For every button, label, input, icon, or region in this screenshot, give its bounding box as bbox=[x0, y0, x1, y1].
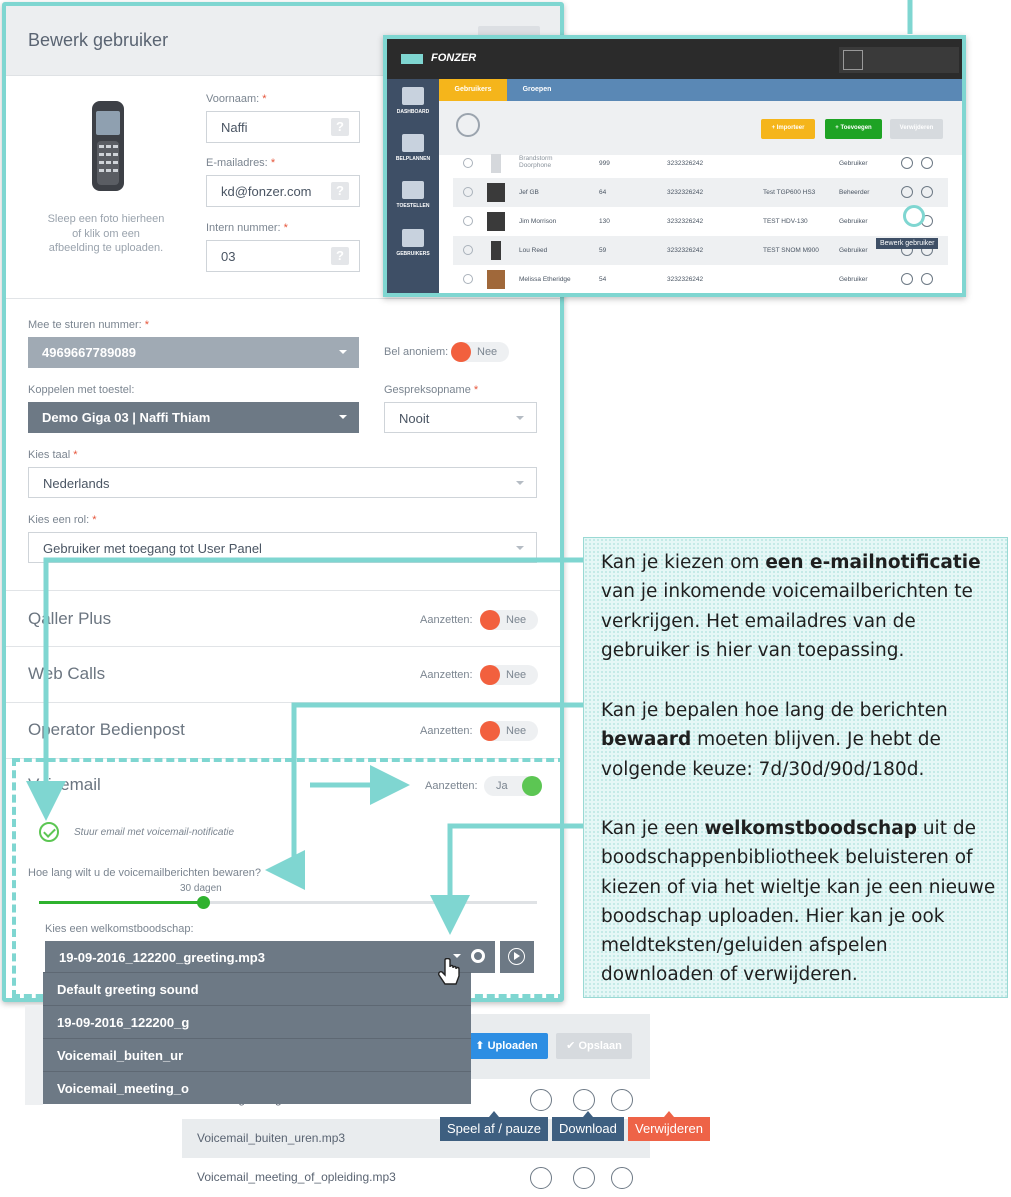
taal-select[interactable] bbox=[28, 467, 537, 498]
voornaam-input[interactable] bbox=[206, 111, 360, 143]
required-mark: * bbox=[473, 384, 479, 396]
greeting-name: Voicemail_buiten_uren.mp3 bbox=[197, 1131, 346, 1145]
help-icon[interactable]: ? bbox=[331, 182, 349, 200]
slider-fill bbox=[39, 901, 203, 904]
network-icon bbox=[402, 181, 424, 199]
upload-label: Uploaden bbox=[487, 1040, 538, 1052]
gear-icon bbox=[471, 949, 485, 963]
required-mark: * bbox=[283, 222, 288, 234]
table-row[interactable] bbox=[453, 207, 948, 236]
phone-device-icon[interactable] bbox=[86, 101, 130, 191]
email-value: kd@fonzer.com bbox=[221, 184, 312, 199]
settings-icon[interactable] bbox=[901, 186, 913, 198]
row-role: Gebruiker bbox=[839, 276, 868, 283]
list-item[interactable] bbox=[182, 1158, 650, 1197]
toggle-value: Nee bbox=[506, 614, 527, 626]
aanzetten-label: Aanzetten: bbox=[420, 725, 473, 737]
download-icon[interactable] bbox=[573, 1167, 595, 1189]
row-number: 3232326242 bbox=[667, 218, 704, 225]
help-icon[interactable]: ? bbox=[331, 247, 349, 265]
taal-value: Nederlands bbox=[43, 476, 110, 491]
row-radio[interactable] bbox=[463, 245, 473, 255]
section-title-web-calls: Web Calls bbox=[28, 664, 106, 683]
tab-groepen[interactable]: Groepen bbox=[522, 86, 552, 93]
rol-label-text: Kies een rol: bbox=[28, 514, 90, 526]
settings-icon[interactable] bbox=[901, 157, 913, 169]
device-thumbnail bbox=[487, 183, 505, 202]
delete-button[interactable]: Verwijderen bbox=[890, 119, 943, 139]
info-text: Kan je een bbox=[601, 818, 705, 839]
close-icon[interactable] bbox=[611, 1089, 633, 1111]
bel-anoniem-toggle[interactable] bbox=[451, 342, 509, 362]
info-callout bbox=[583, 537, 1008, 998]
row-role: Beheerder bbox=[839, 189, 870, 196]
mee-sturen-select[interactable] bbox=[28, 337, 359, 368]
row-role: Gebruiker bbox=[839, 160, 868, 167]
row-device: TEST SNOM M900 bbox=[763, 247, 819, 254]
upload-button[interactable] bbox=[465, 1033, 548, 1059]
info-text: uit de boodschappenbibliotheek beluisteren of kiezen of via het wieltje kan je een nieuwe boodschap uploaden. Hier kan je ook meldteksten/geluiden afspelen downloaden of verwijderen. bbox=[601, 818, 996, 986]
info-paragraph-retention bbox=[601, 696, 996, 784]
divider bbox=[6, 758, 560, 759]
fonzer-tabs bbox=[439, 79, 966, 101]
taal-label-text: Kies taal bbox=[28, 449, 71, 461]
intern-number-label bbox=[206, 222, 288, 234]
taal-label bbox=[28, 449, 78, 461]
email-label-text: E-mailadres: bbox=[206, 157, 268, 169]
aanzetten-label: Aanzetten: bbox=[425, 780, 478, 792]
row-number: 3232326242 bbox=[667, 160, 704, 167]
web-calls-toggle[interactable] bbox=[480, 665, 538, 685]
row-device: Test TGP600 HS3 bbox=[763, 189, 816, 196]
photo-upload-hint[interactable]: Sleep een foto hierheen of klik om een afbeelding te uploaden. bbox=[47, 213, 165, 254]
table-row[interactable] bbox=[453, 149, 948, 178]
row-name: Lou Reed bbox=[519, 247, 548, 254]
required-mark: * bbox=[270, 157, 276, 169]
row-ext: 64 bbox=[599, 189, 607, 196]
settings-button[interactable] bbox=[461, 941, 495, 973]
info-text: Kan je bepalen hoe lang de berichten bbox=[601, 700, 948, 721]
row-radio[interactable] bbox=[463, 187, 473, 197]
row-role: Gebruiker bbox=[839, 218, 868, 225]
bel-anoniem-label: Bel anoniem: bbox=[384, 346, 449, 358]
play-icon[interactable] bbox=[530, 1167, 552, 1189]
gespreksopname-value: Nooit bbox=[399, 411, 430, 426]
gespreksopname-select[interactable] bbox=[384, 402, 537, 433]
close-icon[interactable] bbox=[921, 157, 933, 169]
row-number: 3232326242 bbox=[667, 276, 704, 283]
check-icon: ✔ bbox=[566, 1040, 579, 1052]
toggle-knob bbox=[480, 665, 500, 685]
row-radio[interactable] bbox=[463, 216, 473, 226]
greeting-option[interactable]: Voicemail_buiten_ur bbox=[43, 1038, 471, 1071]
device-thumbnail bbox=[487, 212, 505, 231]
voornaam-label-text: Voornaam: bbox=[206, 93, 260, 105]
edit-user-tooltip: Bewerk gebruiker bbox=[876, 238, 938, 249]
settings-icon[interactable] bbox=[901, 273, 913, 285]
row-radio[interactable] bbox=[463, 158, 473, 168]
row-number: 3232326242 bbox=[667, 189, 704, 196]
toggle-knob bbox=[480, 610, 500, 630]
mee-sturen-label bbox=[28, 319, 149, 331]
divider bbox=[6, 646, 560, 647]
retention-value: 30 dagen bbox=[180, 883, 222, 894]
hand-cursor-icon bbox=[437, 958, 463, 990]
greeting-dropdown-list bbox=[43, 972, 471, 1104]
tab-gebruikers[interactable]: Gebruikers bbox=[439, 79, 507, 101]
sidebar-item-label: DASHBOARD bbox=[396, 109, 430, 115]
greeting-selected: 19-09-2016_122200_greeting.mp3 bbox=[59, 950, 265, 965]
required-mark: * bbox=[262, 93, 267, 105]
voicemail-toggle[interactable] bbox=[484, 776, 542, 796]
mee-sturen-value: 4969667789089 bbox=[42, 345, 136, 360]
divider bbox=[6, 702, 560, 703]
operator-bedienpost-toggle[interactable] bbox=[480, 721, 538, 741]
toggle-value: Ja bbox=[496, 780, 508, 792]
panel-title: Bewerk gebruiker bbox=[28, 30, 169, 50]
info-bold: welkomstboodschap bbox=[704, 818, 917, 839]
fonzer-logo-icon bbox=[401, 54, 423, 64]
info-paragraph-greeting bbox=[601, 814, 996, 990]
koppelen-label: Koppelen met toestel: bbox=[28, 384, 135, 396]
row-radio[interactable] bbox=[463, 274, 473, 284]
close-icon[interactable] bbox=[921, 273, 933, 285]
aanzetten-label: Aanzetten: bbox=[420, 669, 473, 681]
section-title-qaller-plus: Qaller Plus bbox=[28, 609, 112, 628]
row-name: Jim Morrison bbox=[519, 218, 557, 225]
info-bold: bewaard bbox=[601, 729, 692, 751]
gespreksopname-label-text: Gespreksopname bbox=[384, 384, 471, 396]
chevron-down-icon bbox=[516, 546, 524, 550]
sidebar-item-gebruikers[interactable] bbox=[387, 229, 439, 257]
rol-value: Gebruiker met toegang tot User Panel bbox=[43, 541, 262, 556]
row-ext: 54 bbox=[599, 276, 607, 283]
save-button[interactable] bbox=[556, 1033, 632, 1059]
section-title-operator-bedienpost: Operator Bedienpost bbox=[28, 720, 185, 739]
info-text: van je inkomende voicemailberichten te verkrijgen. Het emailadres van de gebruiker is hier van toepassing. bbox=[601, 581, 973, 661]
add-button[interactable]: + Toevoegen bbox=[825, 119, 882, 139]
row-name: Jef GB bbox=[519, 189, 539, 196]
greeting-option[interactable]: Default greeting sound bbox=[43, 972, 471, 1005]
mee-sturen-label-text: Mee te sturen nummer: bbox=[28, 319, 142, 331]
voornaam-value: Naffi bbox=[221, 120, 248, 135]
sidebar-item-belplannen[interactable] bbox=[387, 134, 439, 162]
row-ext: 999 bbox=[599, 160, 610, 167]
intern-label-text: Intern nummer: bbox=[206, 222, 281, 234]
sidebar-item-label: TOESTELLEN bbox=[396, 203, 430, 209]
table-row[interactable] bbox=[453, 265, 948, 294]
slider-handle[interactable] bbox=[197, 896, 210, 909]
toggle-knob bbox=[480, 721, 500, 741]
upload-icon: ⬆ bbox=[475, 1040, 488, 1052]
play-pause-tooltip: Speel af / pauze bbox=[440, 1117, 548, 1141]
retention-label: Hoe lang wilt u de voicemailberichten bewaren? bbox=[28, 867, 261, 879]
menu-icon bbox=[402, 229, 424, 247]
phone-gear-icon bbox=[402, 134, 424, 152]
chevron-down-icon bbox=[516, 481, 524, 485]
sidebar-item-dashboard[interactable] bbox=[387, 87, 439, 115]
required-mark: * bbox=[73, 449, 78, 461]
info-paragraph-email bbox=[601, 548, 996, 665]
sidebar-item-label: BELPLANNEN bbox=[395, 156, 431, 162]
row-name: Melissa Etheridge bbox=[519, 276, 571, 283]
save-label: Opslaan bbox=[578, 1040, 622, 1052]
avatar bbox=[487, 270, 505, 289]
fonzer-logo: FONZER bbox=[431, 52, 477, 64]
toggle-knob bbox=[451, 342, 471, 362]
rol-select[interactable] bbox=[28, 532, 537, 563]
toggle-knob bbox=[522, 776, 542, 796]
toggle-value: Nee bbox=[506, 669, 527, 681]
import-button[interactable]: + Importeer bbox=[761, 119, 815, 139]
row-ext: 130 bbox=[599, 218, 610, 225]
fonzer-sidebar bbox=[387, 79, 439, 297]
search-icon[interactable] bbox=[456, 113, 480, 137]
email-label bbox=[206, 157, 275, 169]
help-icon[interactable]: ? bbox=[331, 118, 349, 136]
greeting-select[interactable] bbox=[45, 941, 473, 973]
toggle-value: Nee bbox=[506, 725, 527, 737]
device-thumbnail bbox=[491, 154, 501, 173]
close-icon[interactable] bbox=[611, 1167, 633, 1189]
dashboard-icon bbox=[402, 87, 424, 105]
row-number: 3232326242 bbox=[667, 247, 704, 254]
email-notify-label: Stuur email met voicemail-notificatie bbox=[74, 827, 235, 838]
chevron-down-icon bbox=[339, 415, 347, 419]
toggle-value: Nee bbox=[477, 346, 498, 358]
koppelen-select[interactable] bbox=[28, 402, 359, 433]
device-thumbnail bbox=[491, 241, 501, 260]
delete-tooltip: Verwijderen bbox=[628, 1117, 710, 1141]
chevron-down-icon bbox=[516, 416, 524, 420]
intern-value: 03 bbox=[221, 249, 236, 264]
row-name: Brandstorm Doorphone bbox=[519, 155, 553, 169]
rol-label bbox=[28, 514, 97, 526]
info-bold: een e-mailnotificatie bbox=[765, 552, 981, 573]
koppelen-value: Demo Giga 03 | Naffi Thiam bbox=[42, 410, 211, 425]
row-device: TEST HDV-130 bbox=[763, 218, 808, 225]
play-button[interactable] bbox=[500, 941, 534, 973]
sidebar-item-toestellen[interactable] bbox=[387, 181, 439, 209]
close-icon[interactable] bbox=[921, 186, 933, 198]
email-input[interactable] bbox=[206, 175, 360, 207]
gespreksopname-label bbox=[384, 384, 478, 396]
play-icon[interactable] bbox=[530, 1089, 552, 1111]
qaller-plus-toggle[interactable] bbox=[480, 610, 538, 630]
required-mark: * bbox=[144, 319, 150, 331]
table-row[interactable] bbox=[453, 236, 948, 265]
greeting-option[interactable]: 19-09-2016_122200_g bbox=[43, 1005, 471, 1038]
divider bbox=[6, 298, 560, 299]
greeting-option[interactable]: Voicemail_meeting_o bbox=[43, 1071, 471, 1104]
edit-user-highlight-icon[interactable] bbox=[903, 205, 925, 227]
avatar bbox=[843, 50, 863, 70]
user-menu[interactable] bbox=[839, 47, 959, 73]
fonzer-topbar bbox=[387, 39, 962, 79]
sidebar-item-label: GEBRUIKERS bbox=[396, 251, 430, 257]
check-circle-icon[interactable] bbox=[39, 822, 59, 842]
greeting-label: Kies een welkomstboodschap: bbox=[45, 923, 194, 935]
greeting-name: Voicemail_meeting_of_opleiding.mp3 bbox=[197, 1170, 396, 1184]
divider bbox=[6, 590, 560, 591]
chevron-down-icon bbox=[339, 350, 347, 354]
row-role: Gebruiker bbox=[839, 247, 868, 254]
table-row[interactable] bbox=[453, 178, 948, 207]
info-text: moeten blijven. Je hebt de volgende keuze: 7d/30d/90d/180d. bbox=[601, 729, 941, 780]
download-icon[interactable] bbox=[573, 1089, 595, 1111]
play-icon bbox=[508, 948, 525, 965]
intern-number-input[interactable] bbox=[206, 240, 360, 272]
download-tooltip: Download bbox=[552, 1117, 624, 1141]
section-title-voicemail: Voicemail bbox=[28, 775, 101, 794]
panel-remainder bbox=[25, 1005, 43, 1105]
fonzer-toolbar bbox=[439, 101, 966, 155]
info-text: Kan je kiezen om bbox=[601, 552, 766, 573]
row-ext: 59 bbox=[599, 247, 607, 254]
required-mark: * bbox=[92, 514, 97, 526]
aanzetten-label: Aanzetten: bbox=[420, 614, 473, 626]
voornaam-label bbox=[206, 93, 267, 105]
retention-slider[interactable] bbox=[39, 901, 537, 904]
fonzer-users-screenshot bbox=[383, 35, 966, 297]
